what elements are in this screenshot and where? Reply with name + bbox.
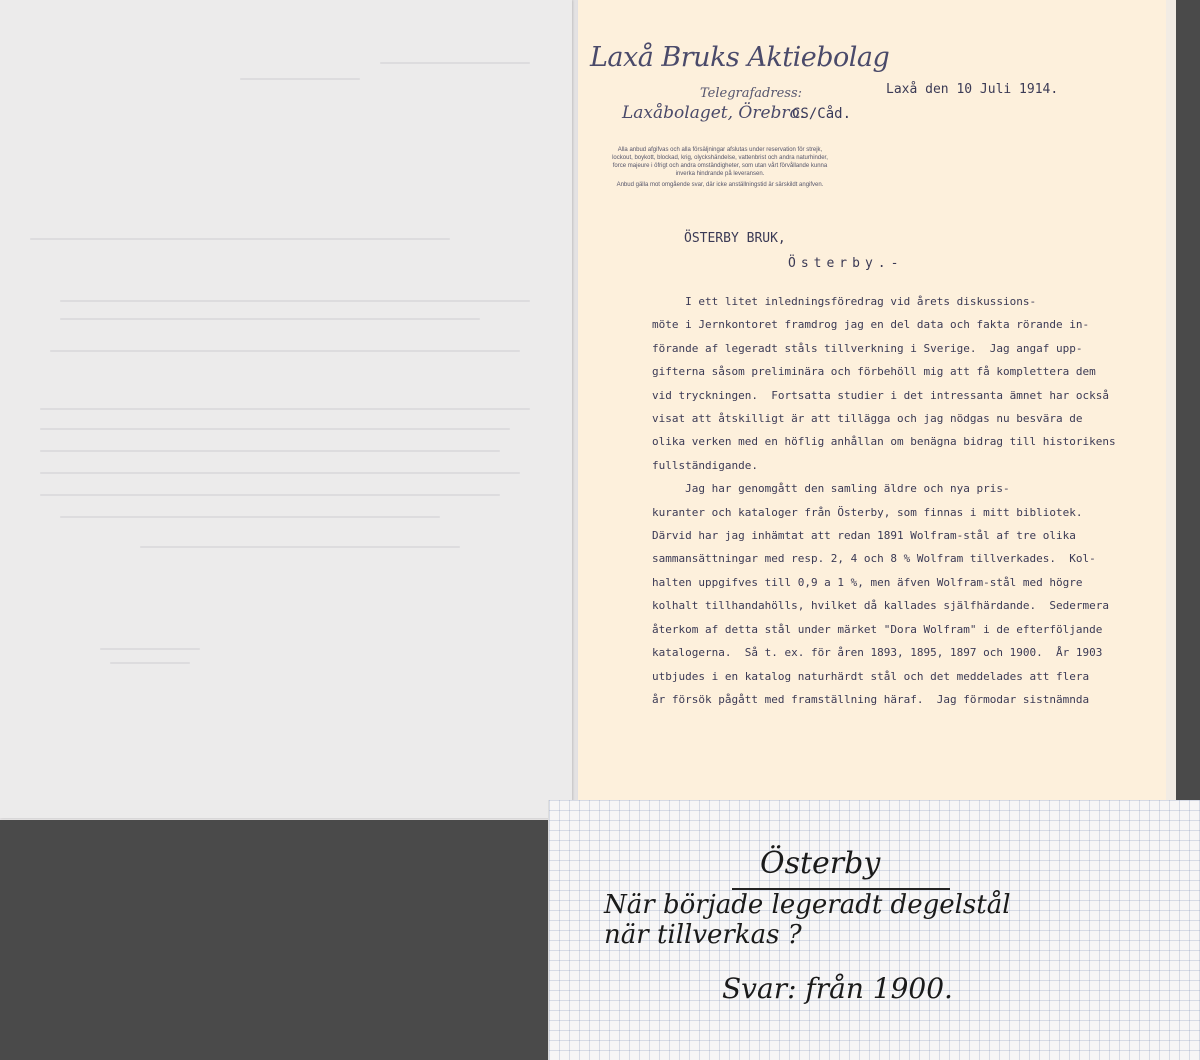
body-line: Därvid har jag inhämtat att redan 1891 Wolfram-stål af tre olika — [652, 529, 1076, 543]
terms-paragraph-1: Alla anbud afgifvas och alla försäljningar afslutas under reservation för strejk, lockout, boykott, blockad, krig, olyckshändelse, vattenbrist och andra naturhinder, force majeure i öfrigt och andra omständigheter, som utan vårt förvållande kunna inverka hindrande på leveransen. — [612, 147, 828, 177]
body-line: Jag har genomgått den samling äldre och nya pris- — [652, 482, 1010, 496]
note-question-line-1: När började legeradt degelstål — [604, 890, 1011, 920]
body-line: katalogerna. Så t. ex. för åren 1893, 1895, 1897 och 1900. År 1903 — [652, 646, 1103, 660]
recipient-place: Österby.- — [788, 256, 904, 271]
body-line: olika verken med en höflig anhållan om benägna bidrag till historikens — [652, 435, 1116, 449]
body-line: kolhalt tillhandahölls, hvilket då kallades själfhärdande. Sedermera — [652, 599, 1109, 613]
note-answer: Svar: från 1900. — [722, 972, 953, 1005]
letter-edge — [1166, 0, 1176, 800]
body-line: utbjudes i en katalog naturhärdt stål och det meddelades att flera — [652, 669, 1090, 683]
note-question-line-2: när tillverkas ? — [604, 920, 802, 950]
recipient-name: ÖSTERBY BRUK, — [684, 231, 786, 246]
left-sheet-reverse-side — [0, 0, 572, 818]
body-line: vid tryckningen. Fortsatta studier i det intressanta ämnet har också — [652, 388, 1109, 402]
body-line: gifterna såsom preliminära och förbehöll mig att få komplettera dem — [652, 365, 1096, 379]
terms-paragraph-2: Anbud gälla mot omgående svar, där icke anställningstid är särskildt angifven. — [616, 182, 824, 188]
letter-date: Laxå den 10 Juli 1914. — [886, 82, 1059, 97]
letterhead-terms — [610, 146, 830, 192]
body-line: kuranter och kataloger från Österby, som finnas i mitt bibliotek. — [652, 505, 1083, 519]
body-line: fullständigande. — [652, 458, 758, 472]
body-line: sammansättningar med resp. 2, 4 och 8 % Wolfram tillverkades. Kol- — [652, 552, 1096, 566]
telegraf-label: Telegrafadress: — [700, 86, 803, 101]
telegraf-address: Laxåbolaget, Örebro. — [622, 103, 805, 123]
body-line: förande af legeradt ståls tillverkning i Sverige. Jag angaf upp- — [652, 341, 1083, 355]
body-line: återkom af detta stål under märket "Dora Wolfram" i de efterföljande — [652, 622, 1103, 636]
body-line: I ett litet inledningsföredrag vid årets diskussions- — [652, 295, 1037, 308]
body-line: visat att åtskilligt är att tillägga och jag nödgas nu besvära de — [652, 412, 1083, 426]
note-title: Österby — [760, 846, 881, 881]
reference-code: CS/Cåd. — [792, 106, 852, 122]
letter-body — [652, 290, 1162, 711]
body-line: möte i Jernkontoret framdrog jag en del data och fakta rörande in- — [652, 318, 1090, 332]
body-line: halten uppgifves till 0,9 a 1 %, men äfven Wolfram-stål med högre — [652, 575, 1083, 589]
letterhead-company-name: Laxå Bruks Aktiebolag — [590, 42, 890, 73]
body-line: år försök pågått med framställning häraf. Jag förmodar sistnämnda — [652, 692, 1090, 706]
